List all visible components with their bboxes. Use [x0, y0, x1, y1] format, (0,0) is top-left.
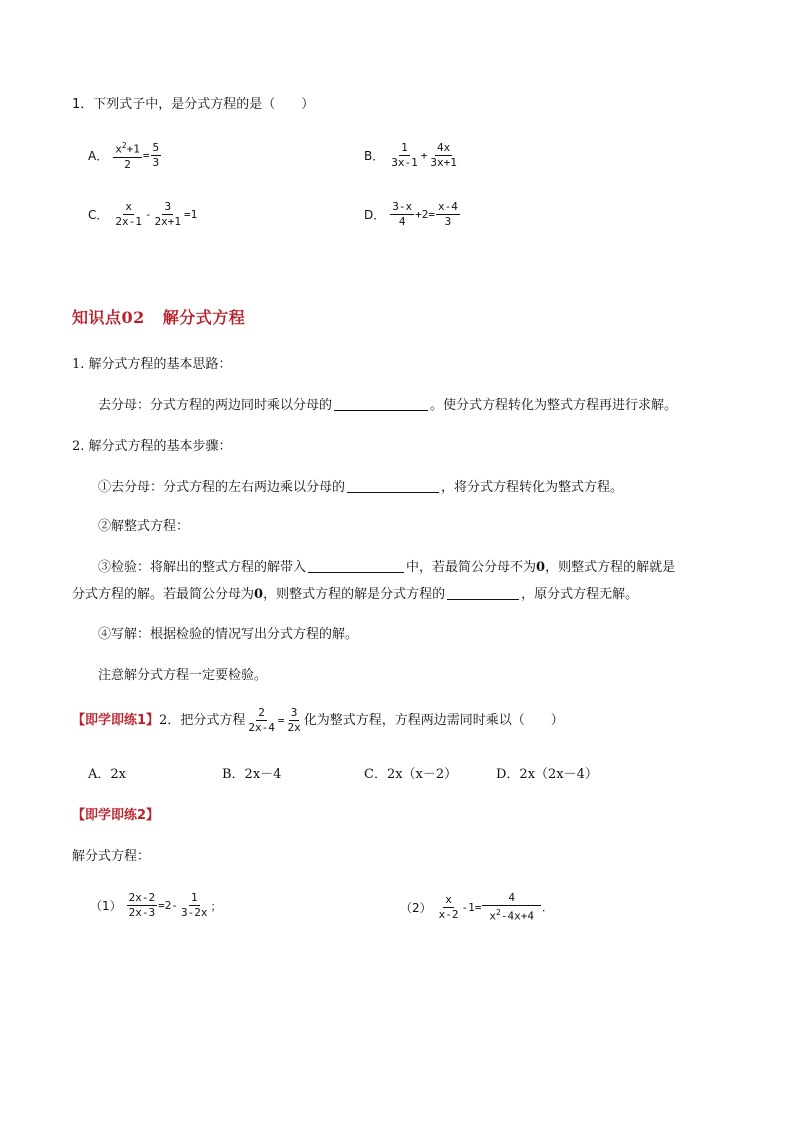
practice-1-tag: 【即学即练1】 [72, 712, 160, 728]
option-d: D． $\frac{3-x}{4}$ +2= $\frac{x-4}{3}$ [364, 200, 458, 228]
idea-line: 去分母：分式方程的两边同时乘以分母的 。使分式方程转化为整式方程再进行求解。 [98, 398, 678, 413]
steps-title: 2. 解分式方程的基本步骤： [72, 439, 232, 454]
practice-1-option-d: D．2x（2x－4） [496, 767, 598, 782]
section-title: 解分式方程 [162, 308, 246, 327]
practice-2-tag: 【即学即练2】 [72, 808, 160, 823]
option-b: B． $\frac{1}{3x-1}$ + $\frac{4x}{3x+1}$ [364, 141, 457, 169]
practice-2-problem-2: （2） $\frac{x}{x-2}$ -1= $\frac{4}{x^2-4x+4}$ ． [400, 891, 554, 923]
fraction: $\frac{x^2+1}{2}$ [115, 141, 140, 171]
step-3-line-1: ③检验：将解出的整式方程的解带入 中，若最简公分母不为0，则整式方程的解就是 [98, 560, 676, 575]
option-a: A． $\frac{x^2+1}{2}$ = $\frac{5}{3}$ [88, 140, 160, 171]
option-c-label: C． [88, 208, 109, 222]
answer-blank[interactable] [308, 559, 404, 573]
fraction: $\frac{x-4}{3}$ [438, 200, 458, 228]
fraction: $\frac{4}{x^2-4x+4}$ [482, 891, 541, 924]
step-2: ②解整式方程： [98, 519, 190, 534]
answer-blank[interactable] [347, 479, 439, 493]
fraction: $\frac{x}{x-2}$ [438, 892, 459, 921]
option-b-label: B． [364, 149, 385, 163]
practice-1-option-c: C．2x（x－2） [364, 767, 458, 782]
fraction: $\frac{5}{3}$ [152, 140, 160, 169]
step-4: ④写解：根据检验的情况写出分式方程的解。 [98, 627, 359, 642]
fraction: $\frac{1}{3x-1}$ [391, 141, 418, 169]
fraction: $\frac{x}{2x-1}$ [115, 200, 142, 228]
fraction: $\frac{2}{2x-4}$ [248, 706, 275, 734]
fraction: $\frac{4x}{3x+1}$ [430, 141, 457, 169]
practice-2-problem-1: （1） $\frac{2x-2}{2x-3}$ =2- $\frac{1}{3-2x}$ ； [90, 891, 222, 919]
fraction: $\frac{3}{2x}$ [287, 706, 301, 734]
option-c: C． $\frac{x}{2x-1}$ - $\frac{3}{2x+1}$ =1 [88, 200, 198, 228]
step-3-line-2: 分式方程的解。若最简公分母为0，则整式方程的解是分式方程的 ，原分式方程无解。 [72, 587, 639, 602]
section-code: 知识点02 [72, 308, 145, 327]
practice-1: 【即学即练1】 2．把分式方程 $\frac{2}{2x-4}$ = $\frac{3}{2x}$ 化为整式方程，方程两边需同时乘以（ ） [72, 706, 564, 734]
note: 注意解分式方程一定要检验。 [98, 668, 268, 683]
fraction: $\frac{2x-2}{2x-3}$ [128, 891, 156, 919]
step-1: ①去分母：分式方程的左右两边乘以分母的 ，将分式方程转化为整式方程。 [98, 480, 624, 495]
practice-2-intro: 解分式方程： [72, 849, 151, 864]
answer-blank[interactable] [447, 586, 519, 600]
question-1-stem: 1．下列式子中，是分式方程的是（ ） [72, 97, 315, 112]
fraction: $\frac{3-x}{4}$ [392, 200, 413, 228]
fraction: $\frac{1}{3-2x}$ [181, 891, 208, 919]
fraction: $\frac{3}{2x+1}$ [154, 200, 182, 228]
option-a-label: A． [88, 148, 109, 163]
answer-blank[interactable] [334, 397, 428, 411]
practice-1-option-a: A．2x [88, 767, 126, 782]
practice-1-option-b: B．2x－4 [222, 767, 282, 782]
section-heading [72, 305, 245, 328]
idea-title: 1. 解分式方程的基本思路： [72, 357, 232, 372]
option-d-label: D． [364, 208, 386, 222]
